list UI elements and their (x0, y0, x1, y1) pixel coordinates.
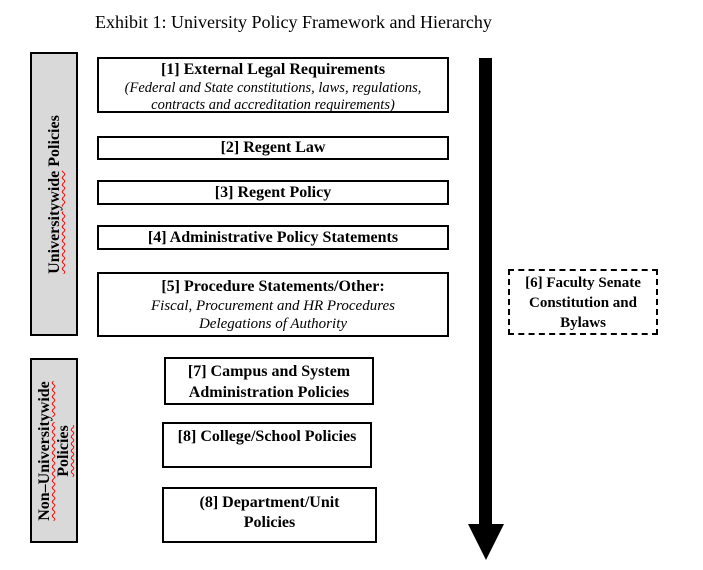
box-title: [4] Administrative Policy Statements (147, 228, 399, 246)
box-title: [5] Procedure Statements/Other: (161, 278, 385, 295)
sidebar-non-universitywide-policies (30, 358, 78, 543)
box-department-unit-policies (162, 487, 377, 543)
box-regent-law (97, 136, 449, 160)
box-title-line: Policies (243, 514, 296, 531)
diagram-title: Exhibit 1: University Policy Framework and Hierarchy (95, 12, 492, 32)
sidebar-non-universitywide-label (35, 381, 73, 521)
box-faculty-senate-constitution (508, 269, 658, 335)
box-subtitle-line: contracts and accreditation requirements) (151, 97, 395, 113)
box-title-line: Administration Policies (188, 384, 350, 401)
policies-word: Policies (55, 424, 72, 477)
box-procedure-statements (97, 272, 449, 337)
box-italic-line: Fiscal, Procurement and HR Procedures (151, 298, 395, 314)
box-campus-system-administration-policies (164, 357, 374, 405)
box-regent-policy (97, 180, 449, 205)
box-title: [2] Regent Law (220, 139, 326, 156)
universitywide-word: Universitywide (45, 170, 63, 274)
non-universitywide-word: Non–Universitywide (36, 380, 53, 521)
sidebar-universitywide-label (45, 115, 64, 274)
box-title-line: [7] Campus and System (187, 363, 351, 380)
box-title: [3] Regent Policy (214, 183, 332, 201)
box-title-line: [6] Faculty Senate (525, 275, 641, 291)
box-title-line: (8] Department/Unit (199, 494, 340, 511)
box-college-school-policies (162, 422, 372, 468)
sidebar-universitywide-policies (30, 52, 78, 336)
box-title-line: Bylaws (560, 315, 606, 331)
box-subtitle-line: (Federal and State constitutions, laws, regulations, (124, 80, 422, 96)
down-arrow-head (468, 524, 504, 560)
down-arrow-shaft (479, 58, 492, 526)
box-title: [1] External Legal Requirements (160, 61, 386, 78)
policies-word: Policies (45, 114, 63, 167)
box-title: [8] College/School Policies (177, 428, 357, 445)
box-administrative-policy-statements (97, 225, 449, 250)
box-title-line: Constitution and (529, 295, 637, 311)
box-italic-line: Delegations of Authority (198, 316, 348, 332)
box-external-legal-requirements (97, 57, 449, 113)
